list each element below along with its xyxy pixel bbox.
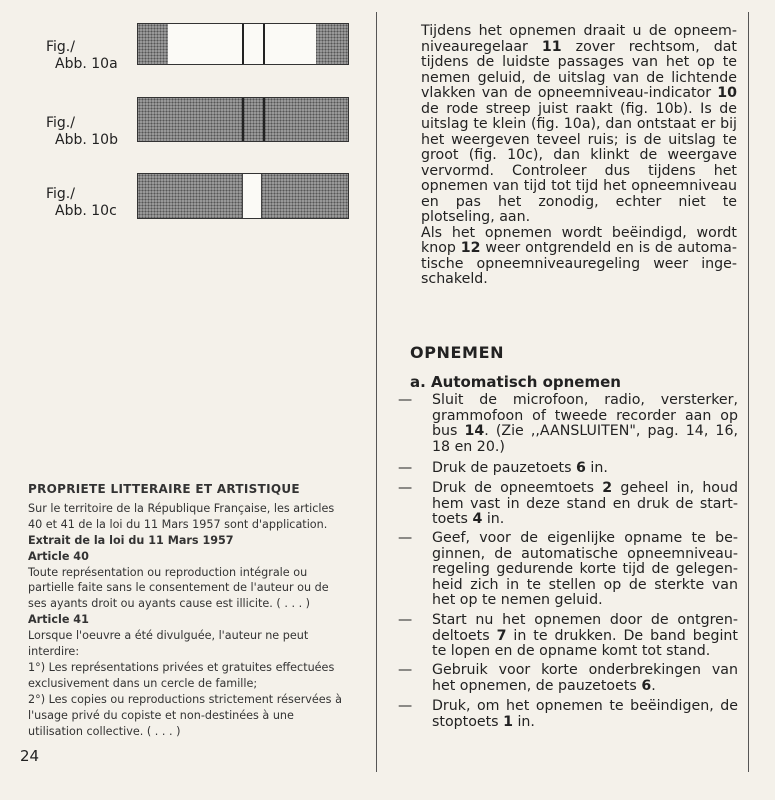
reference-number: 11 [541,38,562,55]
list-item-text: Gebruik voor korte onderbrekingen van het opnemen, de pauzetoets 6. [432,662,738,694]
right-edge-rule [748,12,749,772]
figure-label-line2: Abb. 10a [55,56,118,72]
list-item [398,699,738,730]
dash-bullet: — [398,698,413,714]
figure-label [46,186,117,220]
list-item-text: Druk, om het opnemen te beëindigen, de stoptoets 1 in. [432,698,738,730]
article-41-point-1: 1°) Les représentations privées et gratuites effectuées exclusivement dans un cercle de famille; [28,660,335,690]
list-item-text: Druk de pauzetoets 6 in. [432,460,608,476]
page-number: 24 [20,747,40,765]
figure-label [46,39,118,73]
list-item [398,461,738,477]
list-item [398,393,738,455]
dash-bullet: — [398,530,413,546]
figure-label-line1: Fig./ [46,186,75,202]
red-line-2 [263,24,265,64]
figure-label-line1: Fig./ [46,39,75,55]
column-divider [376,12,377,772]
list-item [398,481,738,528]
reference-number: 12 [460,240,481,256]
list-item [398,613,738,660]
reference-number: 4 [472,511,483,527]
article-40-heading: Article 40 [28,549,89,563]
figure-label [46,115,118,149]
dash-bullet: — [398,612,413,628]
dash-bullet: — [398,392,413,408]
red-line-band [242,174,262,218]
figure-label-line1: Fig./ [46,115,75,131]
red-line [242,98,244,141]
red-line [242,24,244,64]
red-line-2 [263,98,265,141]
reference-number: 14 [464,423,485,439]
copyright-title: PROPRIETE LITTERAIRE ET ARTISTIQUE [28,482,300,496]
reference-number: 6 [576,460,586,476]
level-indicator-meter [137,97,349,142]
law-extract-heading: Extrait de la loi du 11 Mars 1957 [28,533,234,547]
section-heading: OPNEMEN [410,343,505,362]
article-41-text: Lorsque l'oeuvre a été divulguée, l'auteur ne peut interdire: [28,629,309,659]
level-indicator-meter [137,173,349,219]
dash-bullet: — [398,480,413,496]
list-item-text: Sluit de microfoon, radio, versterker, grammofoon of tweede recorder aan op bus 14. (Zie ,,AANSLUITEN", pag. 14, 16, 18 en 20.) [432,392,738,455]
article-41-point-2: 2°) Les copies ou reproductions strictement réservées à l'usage privé du copiste et non-destinées à une utilisation collective. ( . . . ) [28,692,342,738]
dash-bullet: — [398,460,413,476]
figure-label-line2: Abb. 10c [55,203,117,219]
list-item [398,531,738,609]
article-41-heading: Article 41 [28,613,89,627]
level-indicator-meter [137,23,349,65]
paragraph-level-adjust: Tijdens het opnemen draait u de opneemniveauregelaar 11 zover rechtsom, dat tijdens de luidste passages van het op te nemen geluid, de uitslag van de lichtende vlakken van de opneemniveau-indicator 10 de rode streep juist raakt (fig. 10b). Is de uitslag te klein (fig. 10a), dan ontstaat er bij het weergeven teveel ruis; is de uitslag te groot (fig. 10c), dan klinkt de weergave vervormd. Controleer dus tijdens het opnemen van tijd tot tijd het opneemniveau en pas het zonodig, echter niet te plotseling, aan. [421,23,737,225]
dash-bullet: — [398,662,413,678]
intro-text [421,24,737,288]
reference-number: 1 [503,713,513,730]
list-item-text: Geef, voor de eigenlijke opname te beginnen, de automatische opneemniveauregeling gedurende korte tijd de gelegenheid zich in te stellen op de sterkte van het op te nemen geluid. [432,530,738,608]
reference-number: 6 [641,677,652,694]
article-40-text: Toute représentation ou reproduction intégrale ou partielle faite sans le consentement de l'auteur ou de ses ayants droit ou ayants cause est illicite. ( . . . ) [28,565,329,611]
reference-number: 2 [602,480,613,496]
list-item-text: Druk de opneemtoets 2 geheel in, houd hem vast in deze stand en druk de starttoets 4 in. [432,480,738,527]
list-item-text: Start nu het opnemen door de ontgrendeltoets 7 in te drukken. De band begint te lopen en de opname komt tot stand. [432,612,738,659]
subsection-heading: a. Automatisch opnemen [410,373,621,391]
copyright-intro: Sur le territoire de la République Française, les articles 40 et 41 de la loi du 11 Mars 1957 sont d'application. [28,501,335,531]
copyright-notice [28,482,346,740]
reference-number: 7 [496,627,507,644]
paragraph-release: Als het opnemen wordt beëindigd, wordt knop 12 weer ontgrendeld en is de automatische opneemniveauregeling weer ingeschakeld. [421,224,737,287]
reference-number: 10 [717,85,737,101]
list-item [398,663,738,694]
figure-label-line2: Abb. 10b [55,132,118,148]
